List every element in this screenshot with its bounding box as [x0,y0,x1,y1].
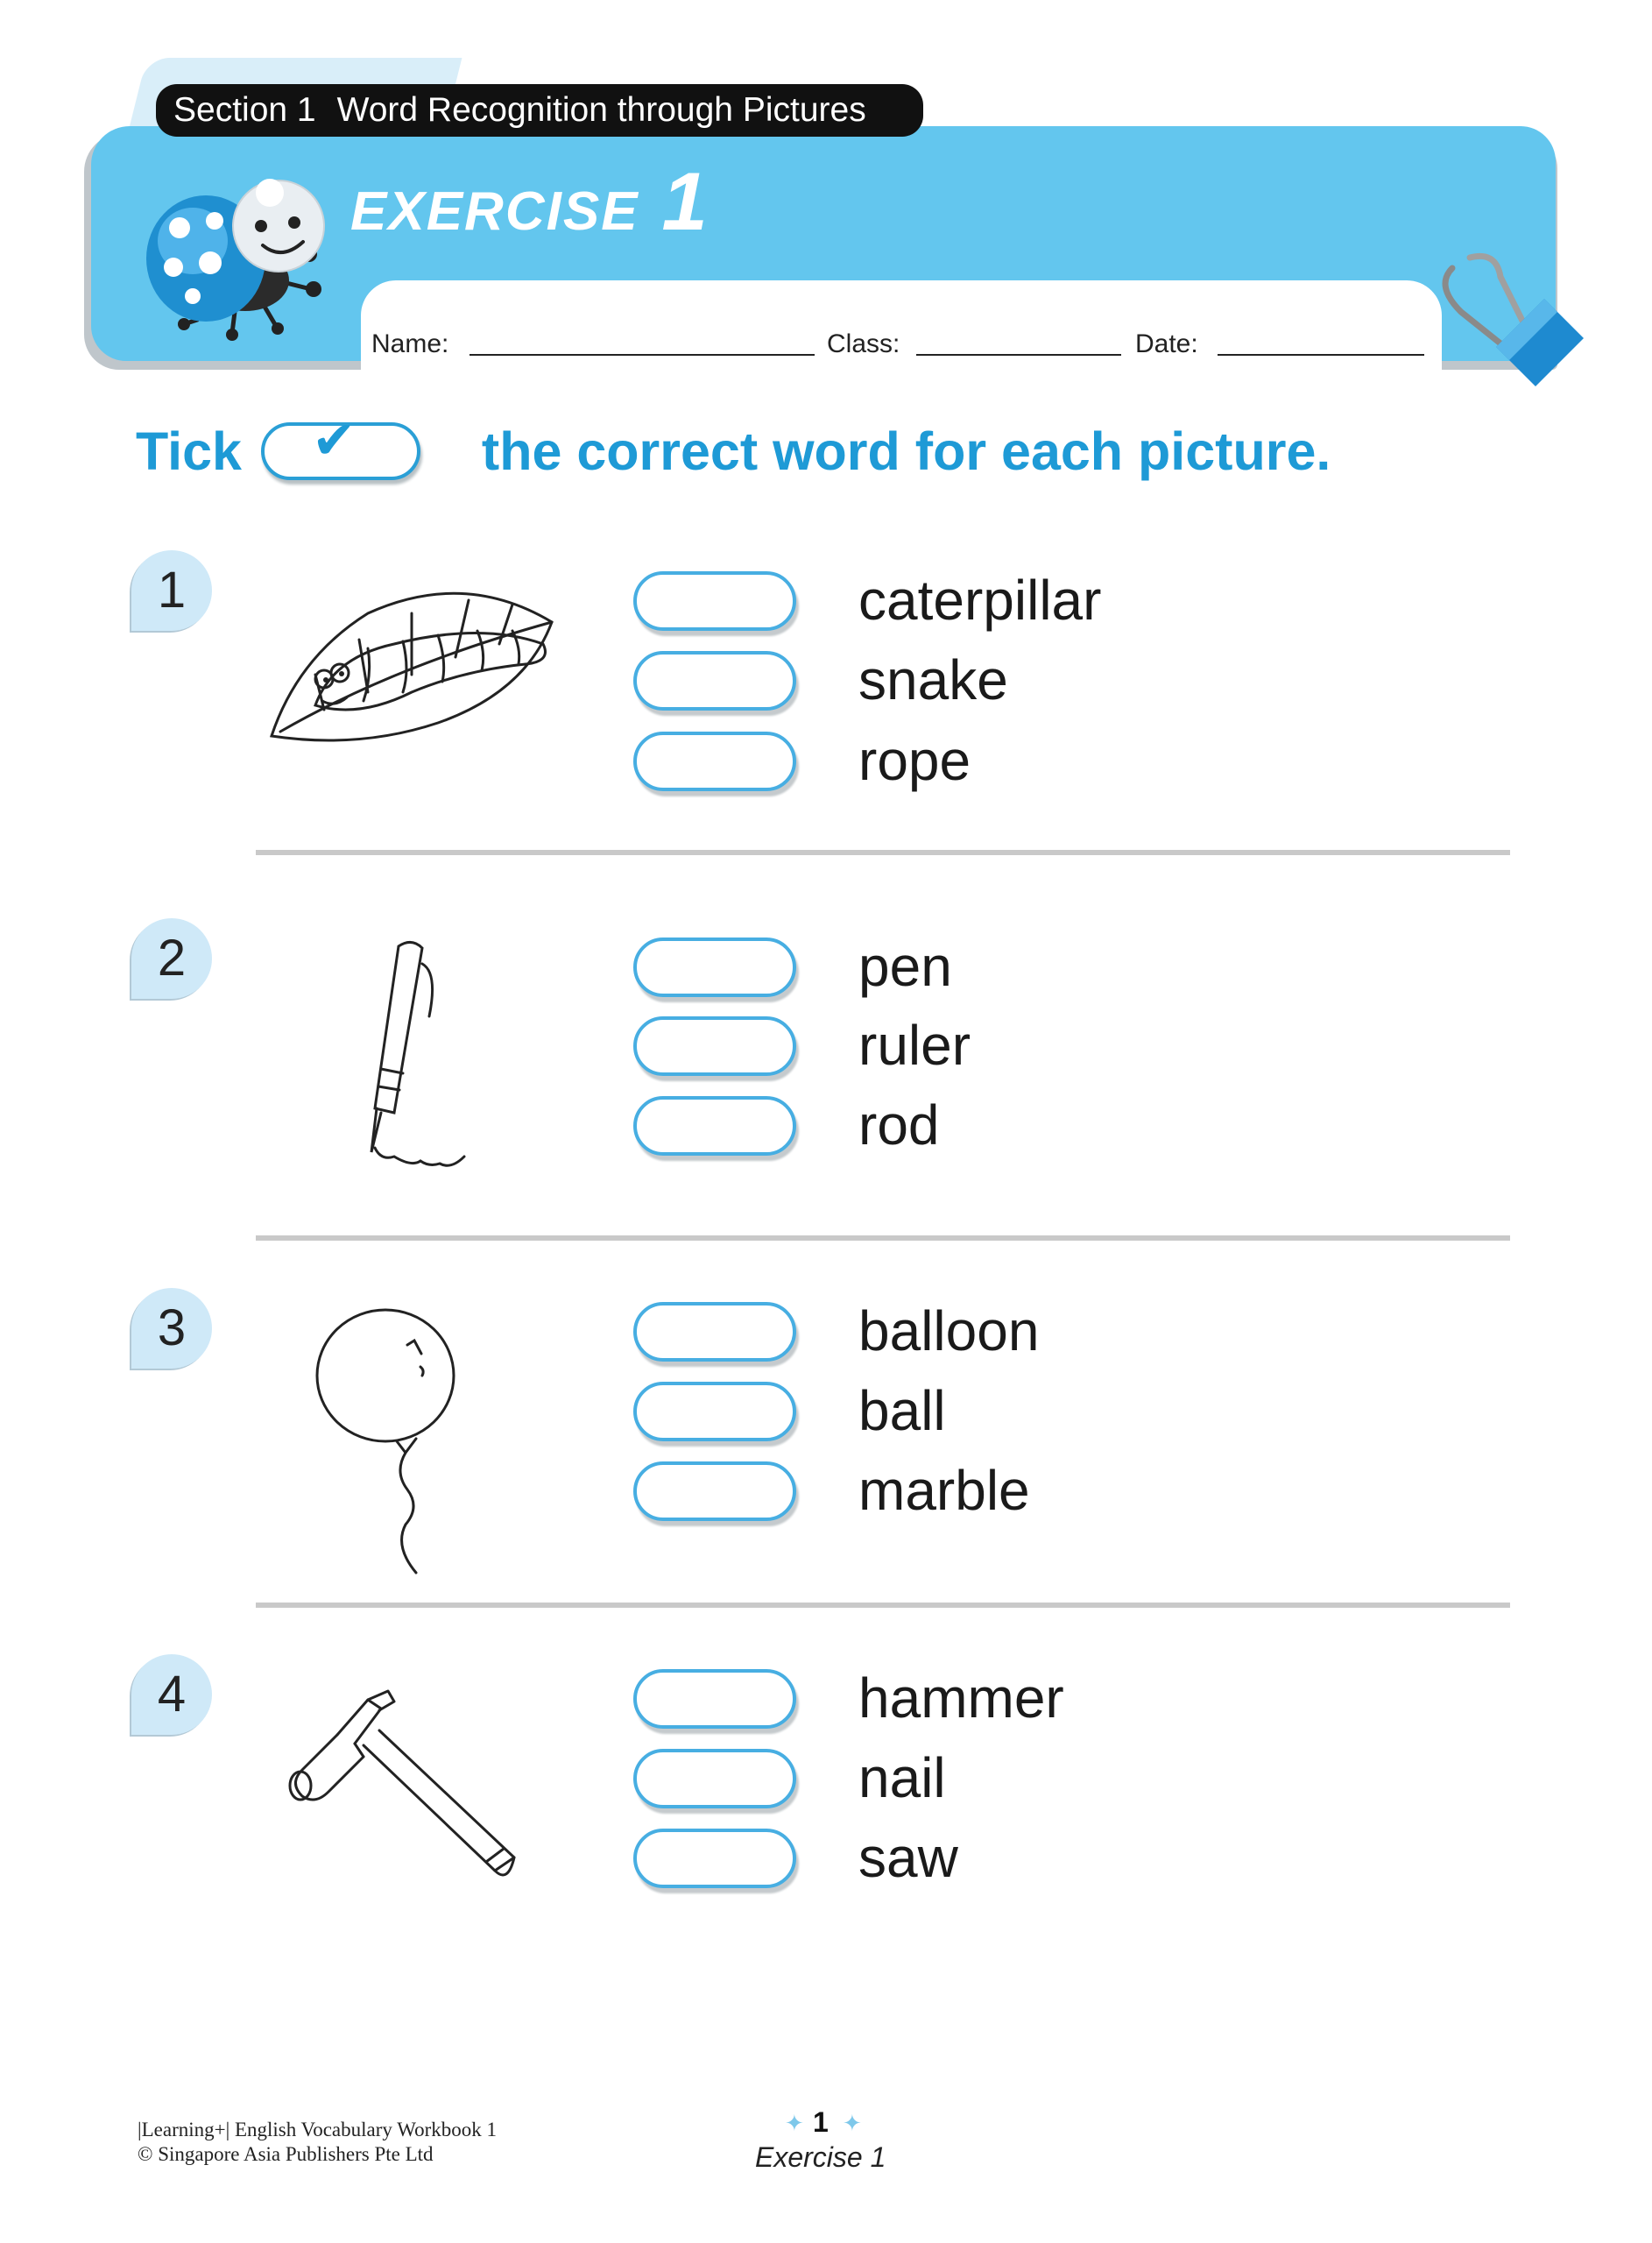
question-divider [256,1235,1510,1241]
option-word: nail [858,1746,946,1809]
option-word: ruler [858,1014,971,1077]
option-word: hammer [858,1666,1064,1730]
option-word: pen [858,935,952,998]
diamond-icon: ✦ [785,2110,804,2136]
exercise-number: 1 [661,155,710,247]
balloon-picture [311,1305,486,1577]
page-number: 1 [813,2106,829,2138]
question-number-badge: 3 [131,1288,212,1369]
date-field[interactable] [1218,354,1424,356]
instruction-text: the correct word for each picture. [481,421,1331,481]
name-label: Name: [371,329,449,358]
diamond-icon: ✦ [843,2110,862,2136]
pen-picture [342,938,517,1192]
exercise-title [350,154,710,259]
option-word: marble [858,1459,1030,1522]
option-tick-box[interactable] [633,1461,796,1521]
book-title: |Learning+| English Vocabulary Workbook 1 [138,2119,497,2140]
option-tick-box[interactable] [633,1302,796,1362]
option-tick-box[interactable] [633,1669,796,1729]
section-title: Word Recognition through Pictures [336,91,866,129]
question-divider [256,850,1510,855]
option-word: rope [858,729,971,792]
page-label: Exercise 1 [755,2141,886,2173]
question-divider [256,1603,1510,1608]
option-word: snake [858,648,1008,711]
date-label: Date: [1135,329,1198,358]
class-field[interactable] [916,354,1121,356]
option-tick-box[interactable] [633,651,796,711]
ladybug-mascot-icon [131,158,342,346]
section-label: Section 1 [173,91,316,129]
question-number-badge: 2 [131,918,212,999]
binder-clip-icon [1435,251,1584,400]
question-number-badge: 1 [131,550,212,631]
student-info-panel [361,280,1442,377]
check-mark-icon: ✔ [312,411,357,470]
caterpillar-picture [263,561,578,754]
instruction-prefix: Tick [136,421,242,481]
question-number-badge: 4 [131,1654,212,1735]
option-word: rod [858,1093,940,1157]
option-tick-box[interactable] [633,938,796,997]
option-tick-box[interactable] [633,1382,796,1441]
option-tick-box[interactable] [633,1096,796,1156]
option-tick-box[interactable] [633,1749,796,1808]
option-word: caterpillar [858,569,1102,632]
section-heading [156,84,923,137]
name-field[interactable] [469,354,815,356]
exercise-word: EXERCISE [350,181,639,242]
option-word: ball [858,1379,946,1442]
option-word: saw [858,1826,958,1889]
class-label: Class: [827,329,900,358]
copyright: © Singapore Asia Publishers Pte Ltd [138,2143,434,2165]
option-tick-box[interactable] [633,732,796,791]
option-tick-box[interactable] [633,571,796,631]
option-word: balloon [858,1299,1040,1362]
hammer-picture [285,1682,521,1910]
option-tick-box[interactable] [633,1016,796,1076]
option-tick-box[interactable] [633,1829,796,1888]
